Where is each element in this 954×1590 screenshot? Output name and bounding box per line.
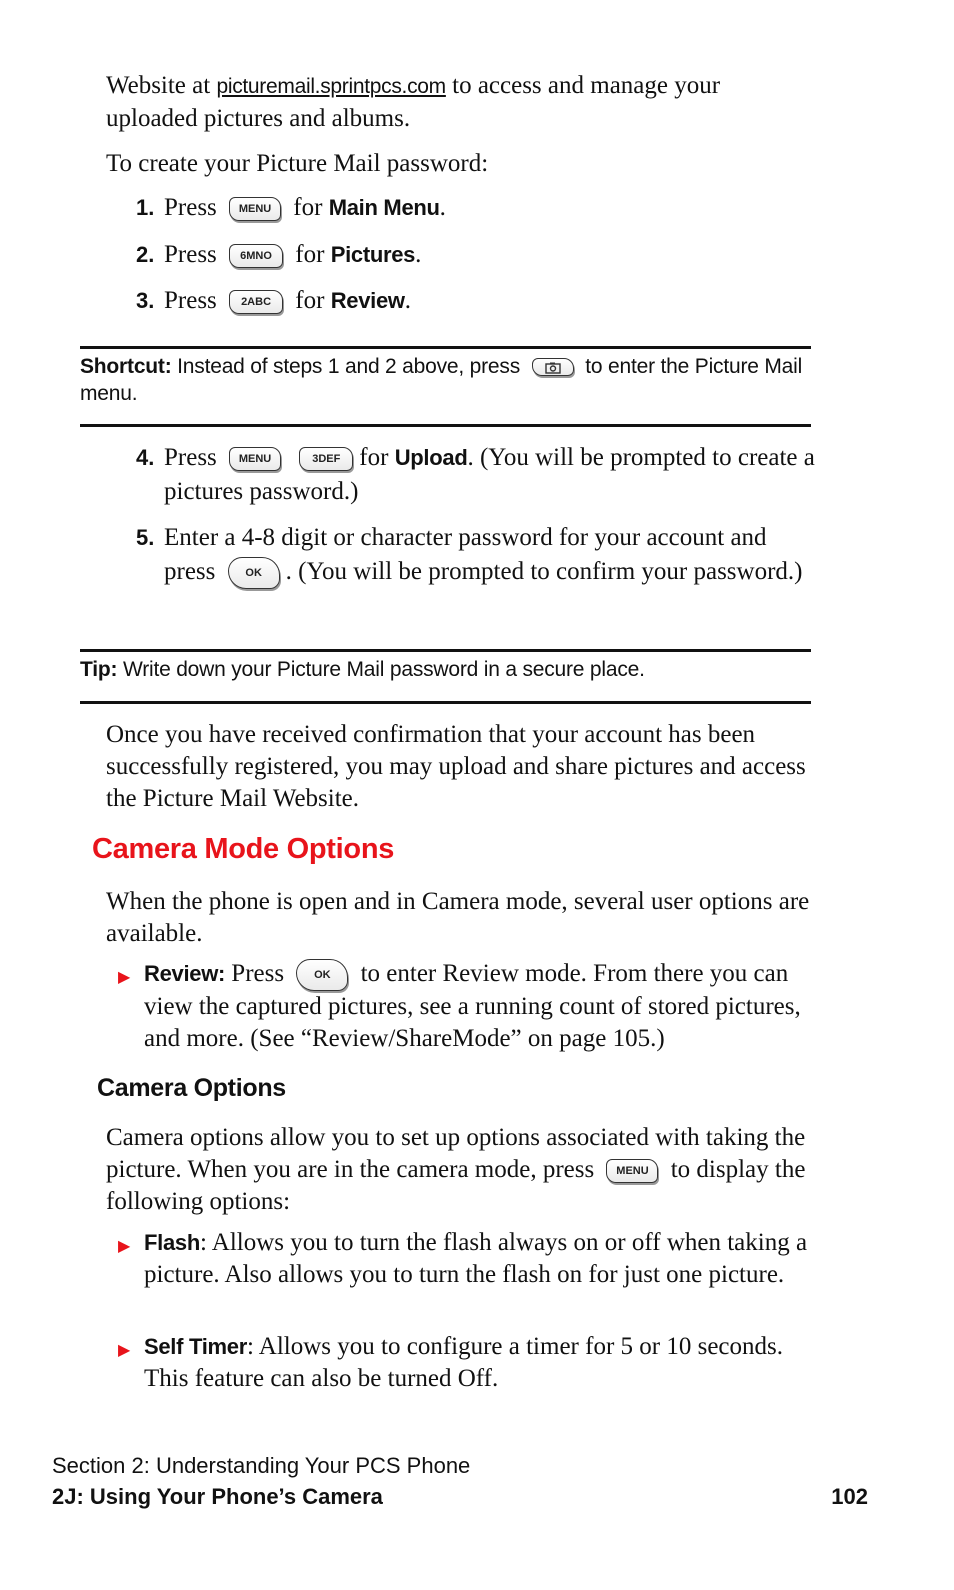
divider — [80, 346, 811, 349]
flash-bullet — [118, 1227, 818, 1291]
footer-section: Section 2: Understanding Your PCS Phone — [52, 1453, 471, 1478]
tip-label: Tip: — [80, 658, 118, 681]
flash-label: Flash — [144, 1230, 200, 1255]
website-link[interactable]: picturemail.sprintpcs.com — [216, 75, 446, 98]
step-number: 5. — [136, 525, 155, 550]
step-number: 1. — [136, 195, 155, 220]
self-timer-label: Self Timer — [144, 1334, 247, 1359]
for-text: for — [295, 287, 325, 314]
bullet-arrow-icon: ▶ — [118, 969, 131, 986]
step-number: 3. — [136, 288, 155, 313]
step-target: Upload — [394, 445, 468, 470]
flash-text: : Allows you to turn the flash always on or off when taking a picture. Also allows you to turn the flash on for just one picture. — [144, 1229, 808, 1288]
for-text: for — [293, 194, 323, 221]
press-text: Press — [164, 444, 217, 471]
menu-key-icon: MENU — [606, 1159, 658, 1183]
page-number: 102 — [831, 1484, 868, 1509]
ok-key-icon: OK — [228, 557, 280, 589]
create-password-text: To create your Picture Mail password: — [106, 150, 489, 177]
six-key-icon: 6MNO — [229, 244, 283, 268]
step-target: Pictures — [330, 242, 416, 267]
options-intro-after: to display the following options: — [106, 1156, 806, 1215]
press-text: Press — [164, 287, 217, 314]
website-prefix: Website at — [106, 72, 211, 99]
ok-key-icon: OK — [296, 959, 348, 991]
two-key-icon: 2ABC — [229, 290, 283, 314]
camera-key-icon — [532, 358, 574, 376]
shortcut-text-after: to enter the Picture Mail menu. — [80, 355, 803, 405]
step-end: . — [404, 287, 411, 314]
shortcut-text-before: Instead of steps 1 and 2 above, press — [177, 355, 521, 378]
bullet-arrow-icon: ▶ — [118, 1238, 131, 1255]
for-text: for — [359, 444, 389, 471]
review-bullet — [118, 958, 818, 1055]
review-label: Review: — [144, 961, 226, 986]
step-4 — [136, 441, 816, 509]
step-number: 4. — [136, 445, 155, 470]
camera-options-heading: Camera Options — [97, 1074, 286, 1102]
review-text: to enter Review mode. From there you can view the captured pictures, see a running count of stored pictures, and more. (See “Review/ShareMode” on page 105.) — [144, 960, 801, 1053]
tip-text: Write down your Picture Mail password in a secure place. — [122, 658, 645, 681]
press-text: Press — [164, 241, 217, 268]
step-5 — [136, 521, 816, 589]
camera-mode-intro: When the phone is open and in Camera mode, several user options are available. — [106, 888, 810, 947]
step-end: . — [439, 194, 446, 221]
step-rest: . (You will be prompted to create a pictures password.) — [164, 444, 815, 505]
self-timer-bullet — [118, 1331, 818, 1395]
shortcut-note — [80, 353, 811, 407]
step-number: 2. — [136, 242, 155, 267]
step-text-after: . (You will be prompted to confirm your password.) — [285, 558, 803, 585]
menu-key-icon: MENU — [229, 447, 281, 471]
for-text: for — [295, 241, 325, 268]
shortcut-label: Shortcut: — [80, 355, 172, 378]
step-target: Main Menu — [328, 195, 440, 220]
divider — [80, 649, 811, 652]
intro-website-paragraph — [106, 70, 816, 135]
website-suffix: to access and manage your uploaded pictures and albums. — [106, 72, 721, 132]
menu-key-icon: MENU — [229, 197, 281, 221]
options-intro-before: Camera options allow you to set up options associated with taking the picture. When you are in the camera mode, press — [106, 1124, 806, 1183]
step-2 — [136, 238, 816, 272]
step-3 — [136, 284, 816, 318]
divider — [80, 424, 811, 427]
self-timer-text: : Allows you to configure a timer for 5 or 10 seconds. This feature can also be turned Off. — [144, 1333, 783, 1392]
tip-note — [80, 656, 811, 683]
bullet-arrow-icon: ▶ — [118, 1342, 131, 1359]
step-1 — [136, 191, 816, 225]
camera-options-intro — [106, 1122, 816, 1218]
confirmation-paragraph: Once you have received confirmation that your account has been successfully registered, you may upload and share pictures and access the Picture Mail Website. — [106, 721, 806, 812]
step-target: Review — [330, 288, 405, 313]
step-end: . — [415, 241, 422, 268]
footer-chapter: 2J: Using Your Phone’s Camera — [52, 1484, 383, 1509]
camera-mode-heading: Camera Mode Options — [92, 833, 395, 865]
three-key-icon: 3DEF — [299, 447, 353, 471]
divider — [80, 701, 811, 704]
press-text: Press — [164, 194, 217, 221]
step-text-before: Enter a 4-8 digit or character password for your account and press — [164, 524, 767, 585]
review-press: Press — [231, 960, 285, 987]
